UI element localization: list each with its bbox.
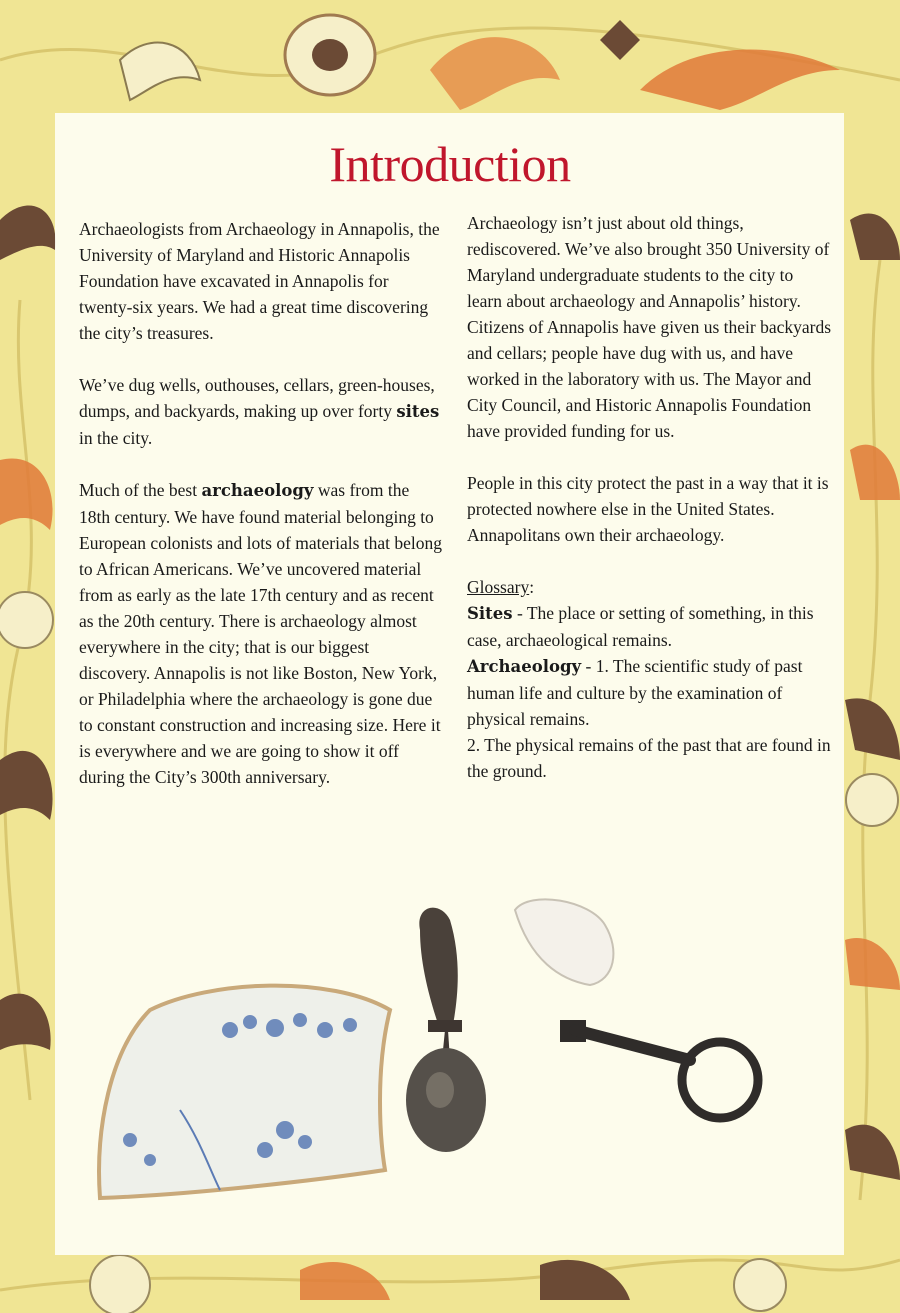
sites-paragraph: We’ve dug wells, outhouses, cellars, green-houses, dumps, and backyards, making up over forty sites in the city. (79, 375, 440, 448)
archaeology-term: archaeology (201, 481, 314, 500)
archaeology-paragraph: Much of the best archaeology was from the 18th century. We have found material belonging to European colonists and lots of materials that belong to African Americans. We’ve uncovered material from as early as the late 17th century and as recent as the 20th century. There is archaeology almost everywhere in the city; that is our biggest discovery. Annapolis is not like Boston, New York, or Philadelphia where the archaeology is gone due to constant construction and increasing size. Here it is everywhere and we are going to show it off during the City’s 300th anniversary. (79, 480, 443, 787)
students-paragraph: Archaeology isn’t just about old things, rediscovered. We’ve also brought 350 University of Maryland undergraduate students to the city to learn about archaeology and Annapolis’ history. Citizens of Annapolis have given us their backyards and cellars; people have dug with us, and have worked in the laboratory with us. The Mayor and City Council, and Historic Annapolis Foundation have provided funding for us. (467, 213, 832, 441)
clay-bead-image (515, 899, 613, 985)
glossary-archaeology: Archaeology - 1. The scientific study of past human life and culture by the examination of physical remains. (467, 656, 803, 729)
sites-term: sites (396, 402, 440, 421)
pewter-spoon-image (406, 908, 486, 1152)
left-column (79, 216, 444, 816)
page-title: Introduction (329, 136, 571, 192)
glossary: Glossary: Sites - The place or setting of something, in this case, archaeological remains. Archaeology - 1. The scientific study of past human life and culture by the examination of physical remains. 2. The physical remains of the past that are found in the ground. (467, 574, 832, 784)
glossary-heading: Glossary (467, 577, 530, 597)
glossary-sites: Sites - The place or setting of something, in this case, archaeological remains. (467, 603, 814, 650)
iron-key-image (560, 1020, 758, 1118)
right-column (467, 210, 832, 784)
glossary-archaeology-def2: 2. The physical remains of the past that are found in the ground. (467, 735, 831, 781)
protection-paragraph: People in this city protect the past in a way that it is protected nowhere else in the United States. Annapolitans own their archaeology. (467, 473, 829, 545)
porcelain-sherd-image (99, 986, 390, 1198)
intro-paragraph: Archaeologists from Archaeology in Annapolis, the University of Maryland and Historic Annapolis Foundation have excavated in Annapolis for twenty-six years. We had a great time discovering the city’s treasures. (79, 219, 440, 343)
artifacts-photo (90, 880, 810, 1210)
